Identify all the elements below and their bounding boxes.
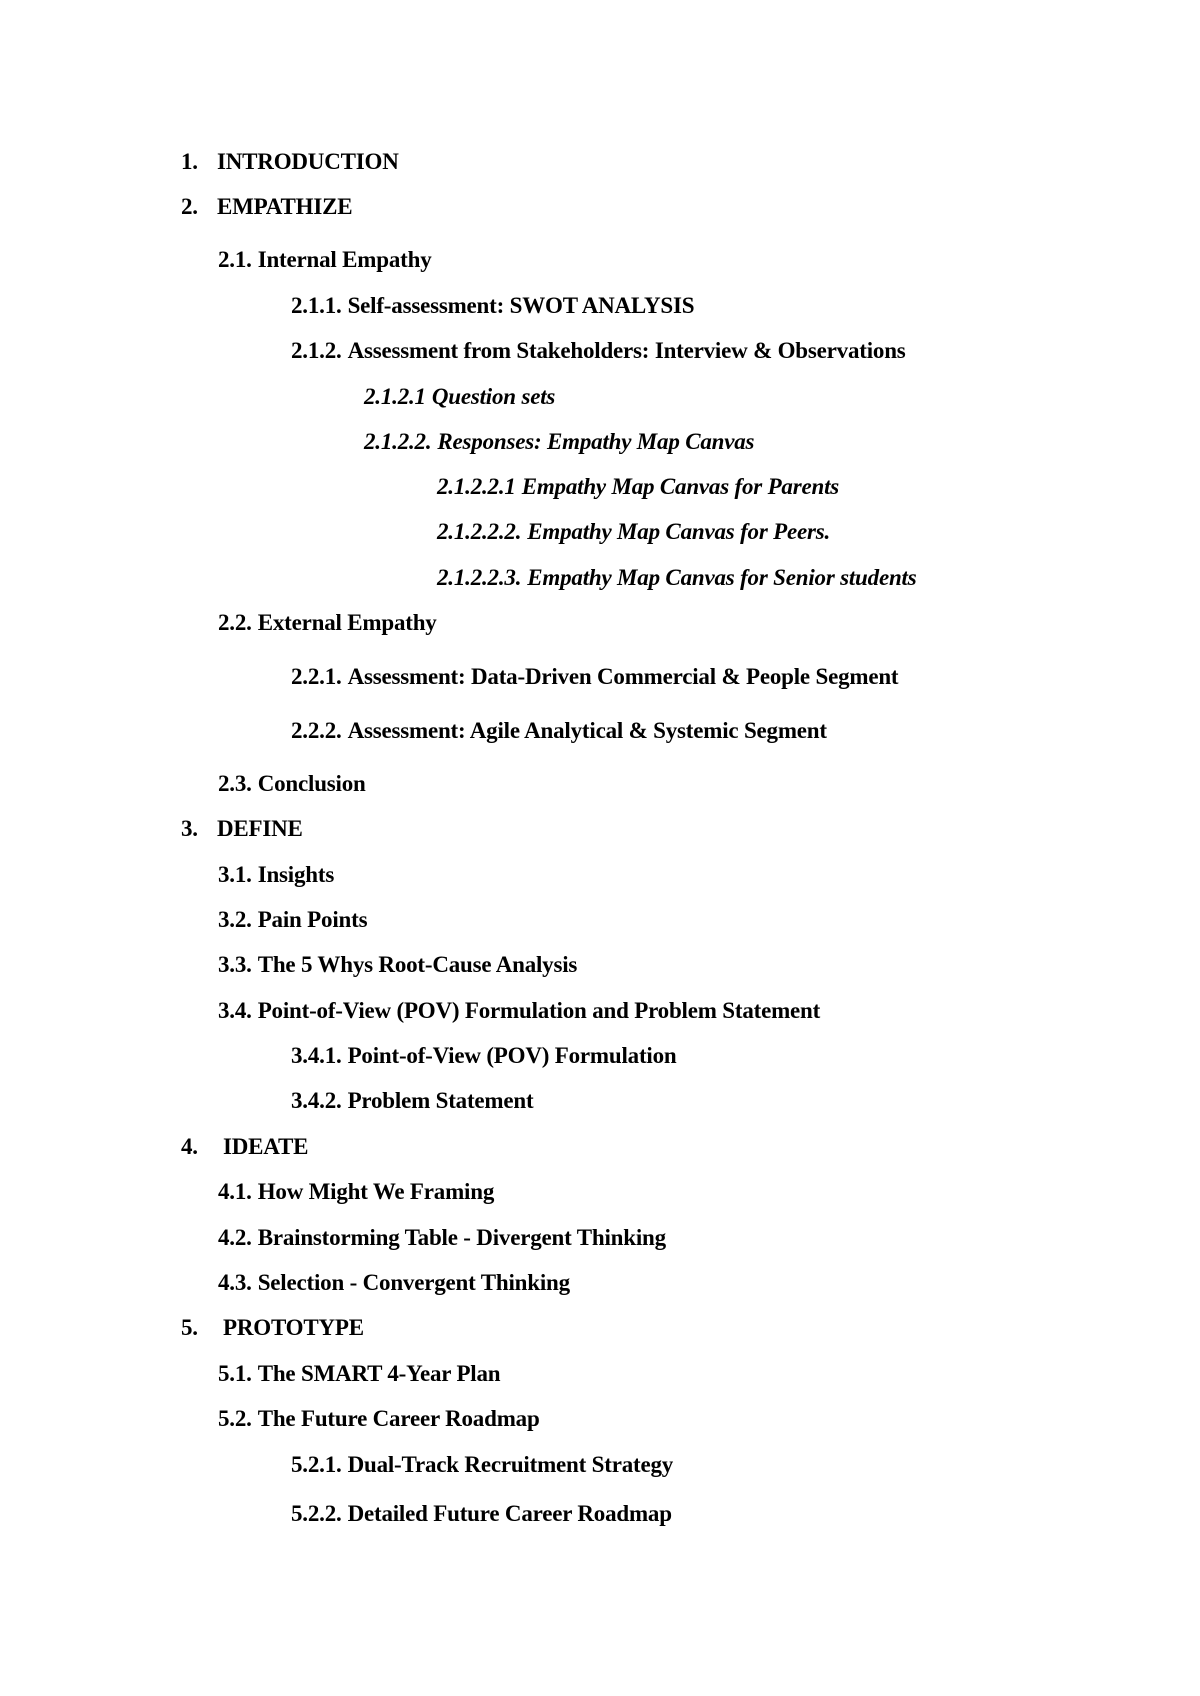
toc-title: Assessment: Data-Driven Commercial & People Segment — [347, 664, 899, 689]
toc-entry-level-2[interactable] — [218, 770, 366, 798]
toc-title: Dual-Track Recruitment Strategy — [347, 1452, 674, 1477]
toc-title: How Might We Framing — [257, 1179, 495, 1204]
toc-number: 2.1.2.2. — [364, 429, 432, 454]
toc-entry-level-2[interactable] — [218, 951, 577, 979]
toc-number: 4.2. — [218, 1225, 252, 1250]
toc-title: Assessment from Stakeholders: Interview & Observations — [347, 338, 906, 363]
toc-title: The 5 Whys Root-Cause Analysis — [257, 952, 578, 977]
toc-entry-level-2[interactable] — [218, 1178, 494, 1206]
toc-entry-level-4[interactable] — [364, 428, 754, 456]
toc-entry-level-1[interactable] — [181, 1314, 364, 1342]
toc-entry-level-2[interactable] — [218, 1224, 666, 1252]
toc-entry-level-2[interactable] — [218, 246, 432, 274]
toc-title: EMPATHIZE — [217, 194, 353, 219]
toc-entry-level-4[interactable] — [364, 383, 555, 411]
toc-title: Point-of-View (POV) Formulation — [347, 1043, 677, 1068]
toc-title: Detailed Future Career Roadmap — [347, 1501, 672, 1526]
toc-entry-level-3[interactable] — [291, 292, 694, 320]
toc-entry-level-2[interactable] — [218, 1269, 570, 1297]
toc-title: Point-of-View (POV) Formulation and Problem Statement — [257, 998, 821, 1023]
toc-entry-level-3[interactable] — [291, 663, 898, 691]
toc-entry-level-3[interactable] — [291, 1451, 673, 1479]
toc-title: INTRODUCTION — [217, 149, 399, 174]
toc-entry-level-2[interactable] — [218, 861, 334, 889]
toc-number: 2.3. — [218, 771, 252, 796]
toc-number: 5.2. — [218, 1406, 252, 1431]
toc-number: 2.1.1. — [291, 293, 342, 318]
toc-title: Internal Empathy — [257, 247, 432, 272]
toc-number: 3.4.1. — [291, 1043, 342, 1068]
toc-number: 2.1.2.2.3. — [437, 565, 522, 590]
toc-number: 2.2. — [218, 610, 252, 635]
toc-number: 2.1.2.2.2. — [437, 519, 522, 544]
toc-title: Selection - Convergent Thinking — [257, 1270, 570, 1295]
toc-title: Empathy Map Canvas for Parents — [521, 474, 840, 499]
toc-number: 3. — [181, 816, 198, 841]
toc-title: The SMART 4-Year Plan — [257, 1361, 501, 1386]
toc-number: 2.1.2.1 — [364, 384, 426, 409]
toc-number: 5.2.1. — [291, 1452, 342, 1477]
toc-number: 2.2.2. — [291, 718, 342, 743]
toc-title: Empathy Map Canvas for Peers. — [527, 519, 831, 544]
toc-entry-level-3[interactable] — [291, 1042, 677, 1070]
toc-number: 2.1.2.2.1 — [437, 474, 516, 499]
toc-number: 3.4. — [218, 998, 252, 1023]
toc-number: 3.1. — [218, 862, 252, 887]
toc-entry-level-2[interactable] — [218, 906, 367, 934]
toc-number: 3.3. — [218, 952, 252, 977]
toc-entry-level-5[interactable] — [437, 564, 917, 592]
toc-title: Insights — [257, 862, 335, 887]
toc-entry-level-5[interactable] — [437, 473, 839, 501]
toc-number: 3.4.2. — [291, 1088, 342, 1113]
toc-title: External Empathy — [257, 610, 437, 635]
toc-title: Question sets — [431, 384, 556, 409]
toc-number: 5. — [181, 1315, 198, 1340]
toc-title: Assessment: Agile Analytical & Systemic Segment — [347, 718, 827, 743]
toc-number: 5.2.2. — [291, 1501, 342, 1526]
toc-entry-level-3[interactable] — [291, 1087, 533, 1115]
toc-title: Pain Points — [257, 907, 368, 932]
toc-number: 2. — [181, 194, 198, 219]
toc-entry-level-3[interactable] — [291, 717, 827, 745]
toc-number: 3.2. — [218, 907, 252, 932]
toc-entry-level-5[interactable] — [437, 518, 830, 546]
toc-entry-level-2[interactable] — [218, 609, 437, 637]
toc-entry-level-1[interactable] — [181, 193, 352, 221]
toc-title: The Future Career Roadmap — [257, 1406, 540, 1431]
toc-entry-level-1[interactable] — [181, 815, 303, 843]
toc-number: 4.1. — [218, 1179, 252, 1204]
toc-title: DEFINE — [217, 816, 303, 841]
toc-number: 4. — [181, 1134, 198, 1159]
toc-title: PROTOTYPE — [223, 1315, 364, 1340]
toc-number: 5.1. — [218, 1361, 252, 1386]
toc-title: IDEATE — [223, 1134, 309, 1159]
toc-number: 2.2.1. — [291, 664, 342, 689]
toc-title: Empathy Map Canvas for Senior students — [527, 565, 917, 590]
toc-number: 1. — [181, 149, 198, 174]
toc-entry-level-3[interactable] — [291, 1500, 672, 1528]
toc-title: Self-assessment: SWOT ANALYSIS — [347, 293, 695, 318]
toc-number: 2.1.2. — [291, 338, 342, 363]
toc-entry-level-1[interactable] — [181, 148, 399, 176]
toc-title: Responses: Empathy Map Canvas — [437, 429, 755, 454]
toc-number: 2.1. — [218, 247, 252, 272]
toc-entry-level-2[interactable] — [218, 997, 820, 1025]
toc-entry-level-1[interactable] — [181, 1133, 308, 1161]
toc-title: Conclusion — [257, 771, 366, 796]
toc-entry-level-2[interactable] — [218, 1360, 500, 1388]
toc-entry-level-2[interactable] — [218, 1405, 540, 1433]
toc-number: 4.3. — [218, 1270, 252, 1295]
toc-title: Problem Statement — [347, 1088, 534, 1113]
toc-entry-level-3[interactable] — [291, 337, 906, 365]
toc-title: Brainstorming Table - Divergent Thinking — [257, 1225, 666, 1250]
